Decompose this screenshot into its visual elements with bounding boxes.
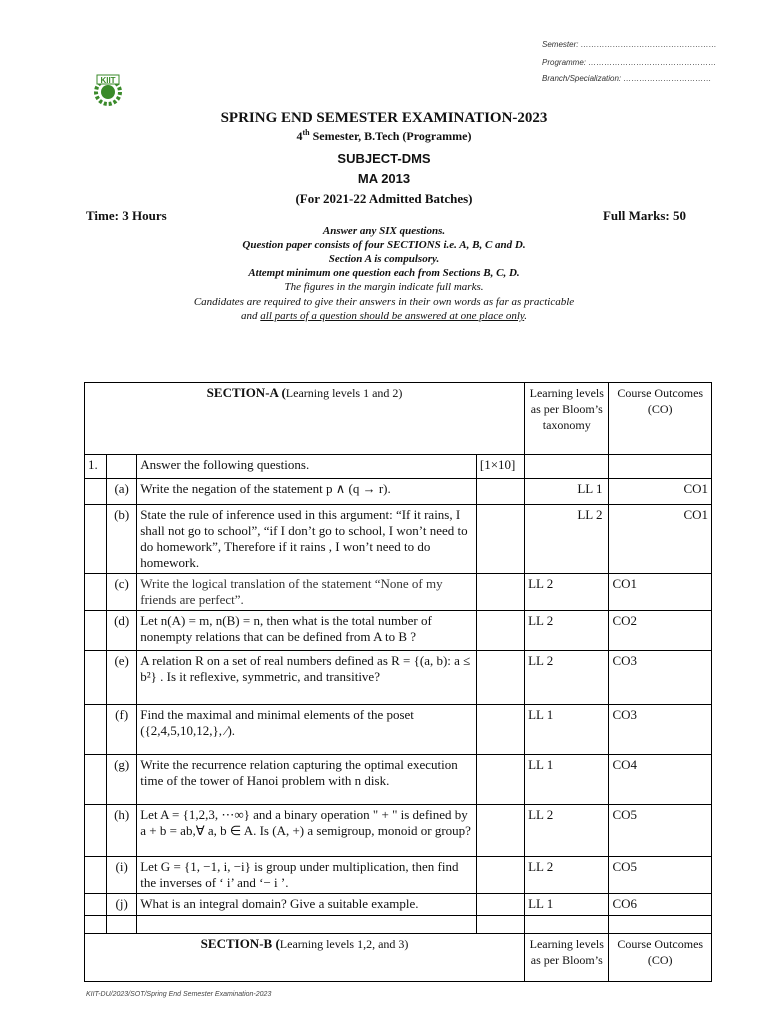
instruction-4: Attempt minimum one question each from Sections B, C, D. xyxy=(248,267,520,279)
question-table xyxy=(84,382,712,982)
semester-field: Semester: …………………………………………… xyxy=(542,40,717,49)
ll-column-header: Learning levels as per Bloom’s taxonomy xyxy=(525,383,609,455)
table-row: (j) What is an integral domain? Give a suitable example. LL 1 CO6 xyxy=(85,894,712,916)
question-number: 1. xyxy=(85,455,107,479)
course-code: MA 2013 xyxy=(357,171,411,186)
full-marks-label: Full Marks: 50 xyxy=(602,208,686,223)
section-a-header: SECTION-A (Learning levels 1 and 2) xyxy=(85,383,525,455)
branch-field: Branch/Specialization: …………………………… xyxy=(542,74,712,83)
batches-line: (For 2021-22 Admitted Batches) xyxy=(295,191,473,206)
table-row: (f) Find the maximal and minimal elements of the poset ({2,4,5,10,12,}, ⁄). LL 1 CO3 xyxy=(85,705,712,755)
programme-field: Programme: ………………………………………… xyxy=(542,58,717,67)
table-row: (a) Write the negation of the statement p ∧ (q → r). LL 1 CO1 xyxy=(85,479,712,505)
instruction-7: and all parts of a question should be answered at one place only. xyxy=(241,310,527,322)
table-row: (h) Let A = {1,2,3, ⋯∞} and a binary operation " + " is defined by a + b = ab,∀ a, b ∈ A. Is (A, +) a semigroup, monoid or group? LL 2 CO5 xyxy=(85,805,712,857)
exam-title: SPRING END SEMESTER EXAMINATION-2023 xyxy=(220,110,548,126)
question-marks: [1×10] xyxy=(476,455,524,479)
table-row: (g) Write the recurrence relation capturing the optimal execution time of the tower of Hanoi problem with n disk. LL 1 CO4 xyxy=(85,755,712,805)
instruction-6: Candidates are required to give their answers in their own words as far as practicable xyxy=(193,296,575,308)
table-row: (b) State the rule of inference used in this argument: “If it rains, I shall not go to school”, “if I don’t go to school, I won’t need to do homework”, Therefore if it rains , I won’t need to do homework. LL 2 CO1 xyxy=(85,505,712,574)
section-b-header: SECTION-B (Learning levels 1,2, and 3) xyxy=(85,934,525,982)
co-column-header: Course Outcomes (CO) xyxy=(609,383,712,455)
table-row: (c) Write the logical translation of the statement “None of my friends are perfect”. LL 2 CO1 xyxy=(85,574,712,611)
table-row: (d) Let n(A) = m, n(B) = n, then what is the total number of nonempty relations that can be defined from A to B ? LL 2 CO2 xyxy=(85,611,712,651)
table-row: (e) A relation R on a set of real numbers defined as R = {(a, b): a ≤ b²} . Is it reflexive, symmetric, and transitive? LL 2 CO3 xyxy=(85,651,712,705)
instruction-3: Section A is compulsory. xyxy=(328,253,440,265)
subject-title: SUBJECT-DMS xyxy=(337,151,431,166)
kiit-logo-icon xyxy=(86,72,130,110)
instruction-5: The figures in the margin indicate full marks. xyxy=(284,281,484,293)
semester-line: 4th Semester, B.Tech (Programme) xyxy=(296,128,472,143)
table-row: (i) Let G = {1, −1, i, −i} is group under multiplication, then find the inverses of ‘ i’ and ‘− i ’. LL 2 CO5 xyxy=(85,857,712,894)
time-label: Time: 3 Hours xyxy=(86,208,167,223)
ll-column-header-b: Learning levels as per Bloom’s xyxy=(525,934,609,982)
page-footer: KIIT-DU/2023/SOT/Spring End Semester Examination-2023 xyxy=(86,991,272,998)
question-prompt: Answer the following questions. xyxy=(137,455,477,479)
instruction-1: Answer any SIX questions. xyxy=(322,225,446,237)
instruction-2: Question paper consists of four SECTIONS i.e. A, B, C and D. xyxy=(242,239,526,251)
co-column-header-b: Course Outcomes (CO) xyxy=(609,934,712,982)
svg-text:KIIT: KIIT xyxy=(100,76,116,85)
